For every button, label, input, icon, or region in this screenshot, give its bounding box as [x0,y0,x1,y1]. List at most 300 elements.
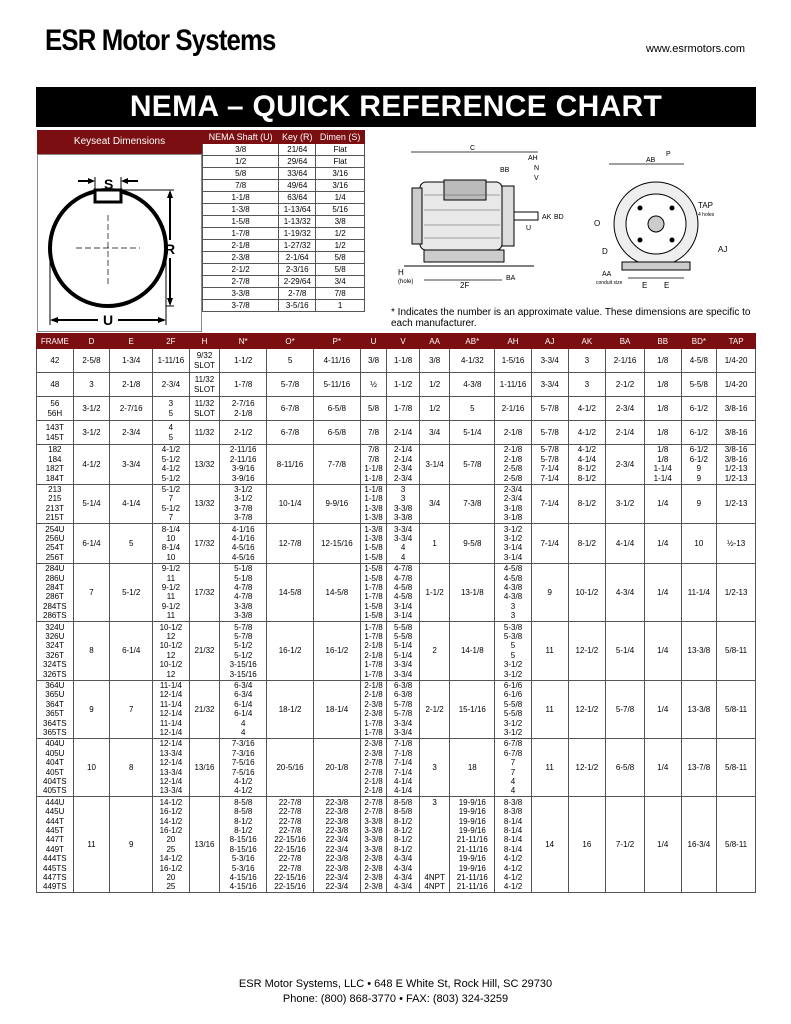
table-cell: 17/32 [189,524,220,564]
table-cell: 2-1/2 [419,680,450,738]
table-cell: ½ [360,373,386,397]
table-cell: 444U 445U 444T 445T 447T 449T 444TS 445TS 447TS 449TS [37,797,74,893]
table-cell: 2-7/8 2-7/8 3-3/8 3-3/8 3-3/8 3-3/8 2-3/8 2-3/8 2-3/8 2-3/8 [360,797,386,893]
table-cell: 2-1/8 [110,373,153,397]
table-cell: 3-3/4 3-3/4 4 4 [387,524,420,564]
table-cell: 4-1/4 [606,524,645,564]
table-row [37,680,756,738]
table-cell: 3-3/4 [531,349,568,373]
table-row [37,373,756,397]
table-cell: 6-3/8 6-3/8 5-7/8 5-7/8 3-3/4 3-3/4 [387,680,420,738]
table-cell: 5-5/8 5-5/8 5-1/4 5-1/4 3-3/4 3-3/4 [387,622,420,680]
column-header: AH [495,334,532,349]
keyseat-cell: 5/8 [316,264,365,276]
table-cell: 1/8 [644,349,681,373]
table-cell: 10 [681,524,717,564]
table-cell: 10-1/4 [267,484,314,524]
table-cell: 13/16 [189,738,220,796]
table-cell: 2-1/8 2-1/8 2-5/8 2-5/8 [495,445,532,485]
table-cell: 213 215 213T 215T [37,484,74,524]
table-cell: 5/8-11 [717,680,756,738]
table-cell: 1/4 [644,563,681,621]
table-cell: 2-3/4 [153,373,190,397]
keyseat-cell: 1/2 [203,156,279,168]
table-cell: 6-1/2 [681,421,717,445]
table-cell: 13-3/8 [681,680,717,738]
ak-label: AK [542,214,552,221]
table-cell: 6-5/8 [313,421,360,445]
table-cell: 4 5 [153,421,190,445]
table-cell: 3 5 [153,397,190,421]
keyseat-cell: 1-27/32 [279,240,316,252]
table-cell: 11/32 SLOT [189,373,220,397]
table-cell: 5-3/8 5-3/8 5 5 3-1/2 3-1/2 [495,622,532,680]
table-cell: 16 [568,797,606,893]
h-label: H [398,268,404,277]
table-cell: 11/32 SLOT [189,397,220,421]
table-cell: 18 [450,738,495,796]
table-cell: 5-1/2 7 5-1/2 7 [153,484,190,524]
table-cell: 1/4 [644,524,681,564]
table-cell: 3/8-16 [717,421,756,445]
table-cell: 3-1/2 [73,421,110,445]
keyseat-cell: 1/4 [316,192,365,204]
table-cell: 13-3/8 [681,622,717,680]
table-cell: 12-1/2 [568,680,606,738]
keyseat-cell: 2-3/16 [279,264,316,276]
table-cell: 3-1/2 [73,397,110,421]
keyseat-cell: 5/8 [203,168,279,180]
table-cell: 8-3/8 8-3/8 8-1/4 8-1/4 8-1/4 8-1/4 4-1/2 4-1/2 4-1/2 4-1/2 [495,797,532,893]
u-label: U [103,312,114,328]
r-label: R [165,241,176,257]
table-cell: 21/32 [189,680,220,738]
table-cell: 6-3/4 6-3/4 6-1/4 6-1/4 4 4 [220,680,267,738]
table-cell: 14-5/8 [313,563,360,621]
keyseat-table [202,130,365,312]
table-cell: 11 [531,622,568,680]
o-label: O [594,219,601,228]
table-cell: 5-1/4 [73,484,110,524]
keyseat-cell: 1-3/8 [203,204,279,216]
keyseat-cell: 1-13/64 [279,204,316,216]
website-url[interactable]: www.esrmotors.com [645,43,745,55]
column-header: FRAME [37,334,74,349]
table-cell: 11-1/4 [681,563,717,621]
table-cell: 6-1/4 [110,622,153,680]
table-cell: 2-3/4 [110,421,153,445]
keyseat-cell: 3/8 [203,144,279,156]
keyseat-cell: 7/8 [316,288,365,300]
table-cell: 4-1/2 [568,397,606,421]
table-cell: 6-5/8 [313,397,360,421]
table-cell: 5/8-11 [717,797,756,893]
table-cell: 4-3/4 [606,563,645,621]
table-row [37,622,756,680]
table-cell: 3 [73,373,110,397]
table-cell: 1/4-20 [717,349,756,373]
keyseat-cell: 2-7/8 [279,288,316,300]
table-cell: 1/8 1/8 1-1/4 1-1/4 [644,445,681,485]
table-cell: 12-1/2 [568,622,606,680]
table-cell: 3 4NPT 4NPT [419,797,450,893]
table-cell: 2-3/4 2-3/4 3-1/8 3-1/8 [495,484,532,524]
table-cell: 1/2-13 [717,563,756,621]
table-cell: 5-7/8 5-7/8 5-1/2 5-1/2 3-15/16 3-15/16 [220,622,267,680]
table-cell: 17/32 [189,563,220,621]
table-cell: 22-7/8 22-7/8 22-7/8 22-7/8 22-15/16 22-15/16 22-7/8 22-7/8 22-15/16 22-15/16 [267,797,314,893]
table-cell: 3/4 [419,484,450,524]
table-cell: 14-1/2 16-1/2 14-1/2 16-1/2 20 25 14-1/2 16-1/2 20 25 [153,797,190,893]
table-cell: 9-1/2 11 9-1/2 11 9-1/2 11 [153,563,190,621]
table-cell: 7-1/2 [606,797,645,893]
table-cell: 6-1/6 6-1/6 5-5/8 5-5/8 3-1/2 3-1/2 [495,680,532,738]
table-cell: 16-1/2 [267,622,314,680]
table-cell: 9-9/16 [313,484,360,524]
table-cell: 5-1/4 [450,421,495,445]
table-cell: 1-7/8 1-7/8 2-1/8 2-1/8 1-7/8 1-7/8 [360,622,386,680]
table-cell: 8 [73,622,110,680]
keyseat-cell: 3-3/8 [203,288,279,300]
table-cell: 13/32 [189,484,220,524]
aa-label: AA [602,271,612,278]
column-header: AB* [450,334,495,349]
table-cell: 1/4 [644,738,681,796]
table-cell: 3/4 [419,421,450,445]
keyseat-cell: Flat [316,144,365,156]
table-cell: 20-1/8 [313,738,360,796]
table-cell: 404U 405U 404T 405T 404TS 405TS [37,738,74,796]
keyseat-row [203,180,365,192]
keyseat-cell: 1/2 [316,228,365,240]
keyseat-row [203,216,365,228]
keyseat-cell: 1/2 [316,240,365,252]
table-cell: 2 [419,622,450,680]
ab-label: AB [646,157,656,164]
table-cell: 21/32 [189,622,220,680]
table-cell: 7-3/16 7-3/16 7-5/16 7-5/16 4-1/2 4-1/2 [220,738,267,796]
table-cell: 56 56H [37,397,74,421]
table-cell: 4-1/2 4-1/4 8-1/2 8-1/2 [568,445,606,485]
table-cell: 12-1/2 [568,738,606,796]
table-cell: 4-5/8 [681,349,717,373]
table-cell: 13-1/8 [450,563,495,621]
table-cell: 14 [531,797,568,893]
table-cell: 3-1/2 3-1/2 3-7/8 3-7/8 [220,484,267,524]
table-cell: 10-1/2 12 10-1/2 12 10-1/2 12 [153,622,190,680]
keyseat-cell: 3/16 [316,168,365,180]
column-header: N* [220,334,267,349]
table-cell: 12-1/4 13-3/4 12-1/4 13-3/4 12-1/4 13-3/4 [153,738,190,796]
table-cell: 6-1/2 6-1/2 9 9 [681,445,717,485]
keyseat-row [203,276,365,288]
keyseat-row [203,168,365,180]
table-cell: 2-1/2 [606,373,645,397]
table-cell: 364U 365U 364T 365T 364TS 365TS [37,680,74,738]
table-cell: 22-3/8 22-3/8 22-3/8 22-3/8 22-3/4 22-3/4 22-3/8 22-3/8 22-3/4 22-3/4 [313,797,360,893]
keyseat-header: Keyseat Dimensions [37,130,202,154]
motor-dimension-diagram [384,130,756,307]
table-cell: 8-1/2 [568,484,606,524]
keyseat-row [203,156,365,168]
table-cell: 13/32 [189,445,220,485]
keyseat-row [203,144,365,156]
table-cell: 1/4 [644,622,681,680]
keyseat-cell: 1 [316,300,365,312]
table-cell: 1-1/2 [419,563,450,621]
footer-address: ESR Motor Systems, LLC • 648 E White St, Rock Hill, SC 29730 [238,978,553,990]
bb-label: BB [500,167,510,174]
table-cell: 7-3/8 [450,484,495,524]
keyseat-row [203,228,365,240]
table-cell: 11/32 [189,421,220,445]
table-row [37,738,756,796]
table-cell: 11 [531,680,568,738]
table-cell: 7/8 [360,421,386,445]
keyseat-cell: 3/4 [316,276,365,288]
keyseat-col-key: Key (R) [279,131,316,144]
table-cell: 3 3 3-3/8 3-3/8 [387,484,420,524]
table-cell: 1/8 [644,421,681,445]
table-cell: 2-3/4 [606,397,645,421]
table-cell: 4-3/8 [450,373,495,397]
table-cell: 1-5/8 1-5/8 1-7/8 1-7/8 1-5/8 1-5/8 [360,563,386,621]
table-cell: 3 [419,738,450,796]
table-cell: 4-1/16 4-1/16 4-5/16 4-5/16 [220,524,267,564]
table-cell: 4-1/2 [568,421,606,445]
table-cell: 4-1/2 [73,445,110,485]
keyseat-row [203,264,365,276]
ah-label: AH [528,155,538,162]
table-cell: 2-1/8 [495,421,532,445]
aj-label: AJ [718,245,728,254]
bd-label: BD [554,214,564,221]
table-cell: 6-1/4 [73,524,110,564]
column-header: BA [606,334,645,349]
keyseat-cell: 2-1/8 [203,240,279,252]
table-cell: 42 [37,349,74,373]
table-cell: 1/2 [419,397,450,421]
table-cell: 10 [73,738,110,796]
keyseat-cell: 5/8 [316,252,365,264]
keyseat-row [203,252,365,264]
table-cell: 1/4-20 [717,373,756,397]
keyseat-cell: 63/64 [279,192,316,204]
company-name: ESR Motor Systems [45,24,276,57]
table-row [37,397,756,421]
keyseat-row [203,204,365,216]
table-cell: 5-7/8 [267,373,314,397]
nema-dimension-table [36,333,756,893]
column-header: H [189,334,220,349]
table-cell: 5/8-11 [717,622,756,680]
table-cell: 8-1/4 10 8-1/4 10 [153,524,190,564]
d-label: D [602,247,608,256]
table-cell: 1/8 [644,397,681,421]
table-cell: 3-1/2 [606,484,645,524]
table-cell: 5-1/2 [110,563,153,621]
keyseat-row [203,288,365,300]
table-cell: 1-1/8 1-1/8 1-3/8 1-3/8 [360,484,386,524]
table-cell: 10-1/2 [568,563,606,621]
keyseat-cell: 2-1/2 [203,264,279,276]
table-cell: 3 [568,349,606,373]
table-cell: 9-5/8 [450,524,495,564]
table-row [37,563,756,621]
keyseat-cell: 7/8 [203,180,279,192]
table-cell: 4-11/16 [313,349,360,373]
table-cell: 5-1/4 [606,622,645,680]
table-cell: 6-1/2 [681,397,717,421]
keyseat-cell: 1-7/8 [203,228,279,240]
table-cell: 7 [110,680,153,738]
table-cell: 182 184 182T 184T [37,445,74,485]
tap-label: TAP [698,201,713,210]
keyseat-cell: 1-19/32 [279,228,316,240]
table-cell: 8 [110,738,153,796]
table-cell: 2-1/16 [606,349,645,373]
table-cell: 4-1/32 [450,349,495,373]
table-cell: 1-7/8 [387,397,420,421]
table-cell: 1 [419,524,450,564]
table-cell: 1-1/2 [220,349,267,373]
table-cell: 143T 145T [37,421,74,445]
holes-label: 4 holes [698,212,715,218]
table-cell: 9 [531,563,568,621]
keyseat-cell: 29/64 [279,156,316,168]
keyseat-col-shaft: NEMA Shaft (U) [203,131,279,144]
table-cell: 1/2 [419,373,450,397]
keyseat-cell: 1-5/8 [203,216,279,228]
table-cell: 1-7/8 [220,373,267,397]
table-row [37,484,756,524]
column-header: AA [419,334,450,349]
table-cell: 8-5/8 8-5/8 8-1/2 8-1/2 8-15/16 8-15/16 5-3/16 5-3/16 4-15/16 4-15/16 [220,797,267,893]
table-cell: 11-1/4 12-1/4 11-1/4 12-1/4 11-1/4 12-1/4 [153,680,190,738]
table-cell: 9 [110,797,153,893]
column-header: U [360,334,386,349]
column-header: E [110,334,153,349]
table-cell: 5/8 [360,397,386,421]
footer-contact: Phone: (800) 868-3770 • FAX: (803) 324-3259 [282,993,509,1005]
column-header: TAP [717,334,756,349]
table-cell: 1/4 [644,680,681,738]
table-cell: 2-1/4 [606,421,645,445]
table-cell: 254U 256U 254T 256T [37,524,74,564]
table-cell: 13-7/8 [681,738,717,796]
table-cell: 3/8-16 [717,397,756,421]
table-cell: 1-3/4 [110,349,153,373]
approximation-note: * Indicates the number is an approximate value. These dimensions are specific to each manufacturer. [391,307,751,329]
table-cell: 9 [73,680,110,738]
table-cell: 9/32 SLOT [189,349,220,373]
table-cell: 7/8 7/8 1-1/8 1-1/8 [360,445,386,485]
table-cell: 5 [267,349,314,373]
ba-label: BA [506,275,516,282]
table-cell: 2-11/16 2-11/16 3-9/16 3-9/16 [220,445,267,485]
column-header: P* [313,334,360,349]
column-header: 2F [153,334,190,349]
column-header: O* [267,334,314,349]
keyseat-row [203,192,365,204]
table-cell: 1-11/16 [153,349,190,373]
table-cell: 2-3/4 [606,445,645,485]
keyseat-col-dimen: Dimen (S) [316,131,365,144]
table-cell: 7-7/8 [313,445,360,485]
table-cell: 6-7/8 6-7/8 7 7 4 4 [495,738,532,796]
table-cell: 9 [681,484,717,524]
table-cell: 14-5/8 [267,563,314,621]
table-cell: 5-7/8 [606,680,645,738]
keyseat-cell: Flat [316,156,365,168]
table-cell: 3-3/4 [531,373,568,397]
table-cell: 15-1/16 [450,680,495,738]
table-cell: 6-5/8 [606,738,645,796]
table-cell: 4-1/2 5-1/2 4-1/2 5-1/2 [153,445,190,485]
table-cell: 1-11/16 [495,373,532,397]
table-cell: 11 [73,797,110,893]
table-cell: 5 [110,524,153,564]
e-label-right: E [664,281,670,290]
keyseat-cell: 2-3/8 [203,252,279,264]
table-cell: 1/4 [644,484,681,524]
keyseat-cell: 1-1/8 [203,192,279,204]
page-title: NEMA – QUICK REFERENCE CHART [36,87,756,127]
table-cell: 4-1/4 [110,484,153,524]
table-cell: 2-1/8 2-1/8 2-3/8 2-3/8 1-7/8 1-7/8 [360,680,386,738]
table-cell: 7-1/4 [531,524,568,564]
table-cell: 2-7/16 [110,397,153,421]
table-cell: 5-1/8 5-1/8 4-7/8 4-7/8 3-3/8 3-3/8 [220,563,267,621]
table-cell: 2-1/4 2-1/4 2-3/4 2-3/4 [387,445,420,485]
2f-label: 2F [460,281,470,290]
keyseat-row [203,300,365,312]
table-cell: ½-13 [717,524,756,564]
table-cell: 1-1/2 [387,373,420,397]
keyseat-cell: 1-13/32 [279,216,316,228]
table-cell: 1-3/8 1-3/8 1-5/8 1-5/8 [360,524,386,564]
keyseat-cell: 2-7/8 [203,276,279,288]
table-cell: 3 [568,373,606,397]
table-cell: 5-5/8 [681,373,717,397]
table-cell: 12-7/8 [267,524,314,564]
u-dim-label: U [526,225,532,232]
table-row [37,797,756,893]
table-cell: 1/8 [644,373,681,397]
table-cell: 7 [73,563,110,621]
e-label-left: E [642,281,648,290]
table-cell: 2-5/8 [73,349,110,373]
keyseat-cell: 3/16 [316,180,365,192]
keyseat-row [203,240,365,252]
table-cell: 284U 286U 284T 286T 284TS 286TS [37,563,74,621]
table-cell: 8-11/16 [267,445,314,485]
keyseat-cell: 5/16 [316,204,365,216]
table-cell: 1/4 [644,797,681,893]
keyseat-cell: 3/8 [316,216,365,228]
table-cell: 16-1/2 [313,622,360,680]
table-cell: 5-7/8 [531,421,568,445]
table-cell: 14-1/8 [450,622,495,680]
table-cell: 7-1/8 7-1/8 7-1/4 7-1/4 4-1/4 4-1/4 [387,738,420,796]
table-cell: 7-1/4 [531,484,568,524]
table-cell: 13/16 [189,797,220,893]
column-header: AJ [531,334,568,349]
table-cell: 5 [450,397,495,421]
table-cell: 11 [531,738,568,796]
table-cell: 3/8 [360,349,386,373]
n-label: N [534,165,540,172]
